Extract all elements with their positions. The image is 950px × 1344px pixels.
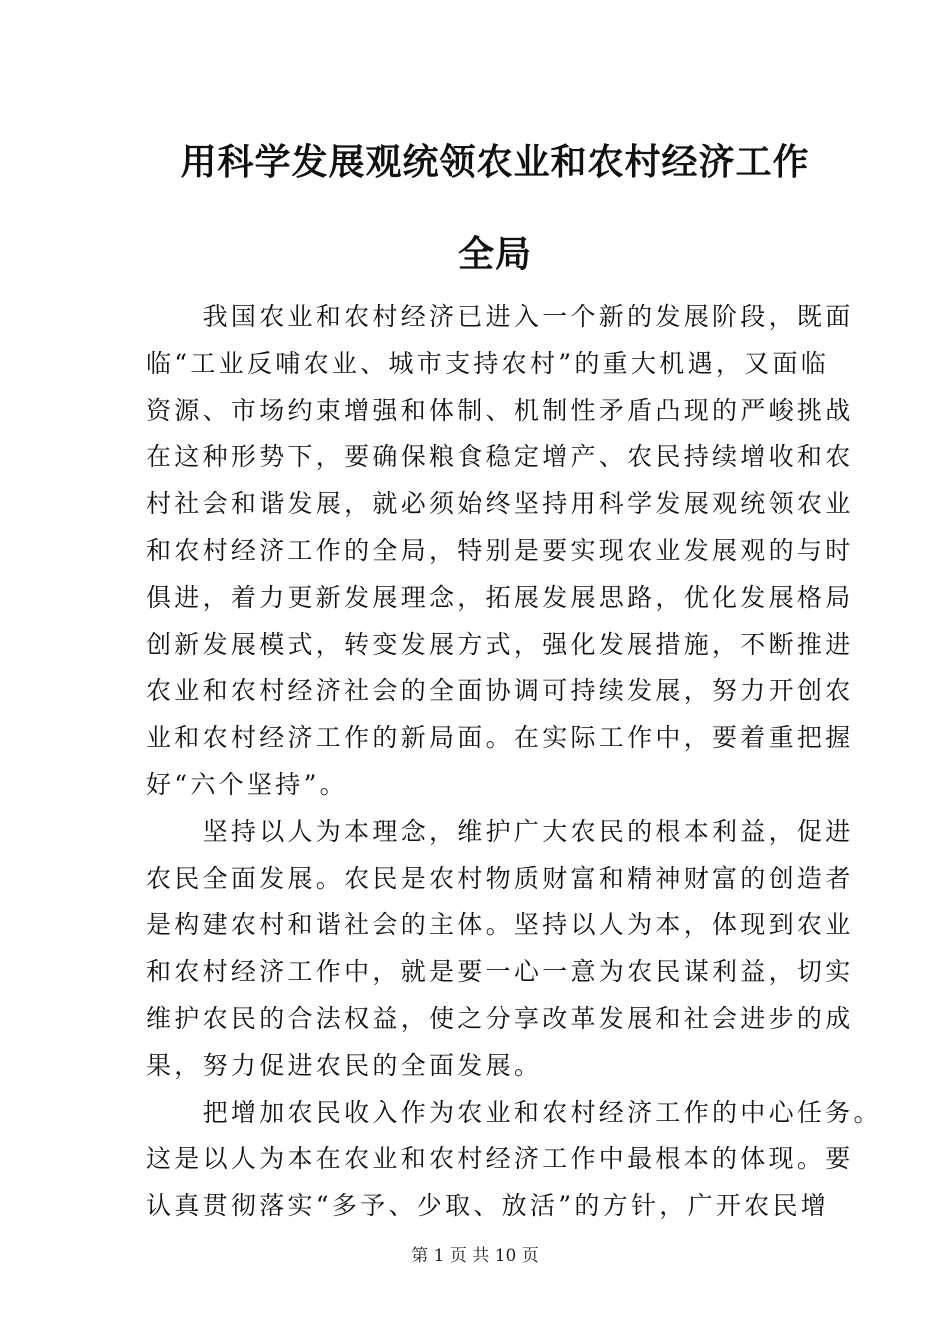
text-line: 在这种形势下，要确保粮食稳定增产、农民持续增收和农 bbox=[146, 442, 854, 472]
text-line: 和农村经济工作的全局，特别是要实现农业发展观的与时 bbox=[146, 535, 854, 565]
text-line: 俱进，着力更新发展理念，拓展发展思路，优化发展格局 bbox=[146, 582, 854, 612]
paragraph-2 bbox=[146, 809, 854, 1090]
text-line: 资源、市场约束增强和体制、机制性矛盾凸现的严峻挑战 bbox=[146, 395, 854, 425]
text-line: 创新发展模式，转变发展方式，强化发展措施，不断推进 bbox=[146, 629, 854, 659]
text-line: 农业和农村经济社会的全面协调可持续发展，努力开创农 bbox=[146, 676, 854, 706]
text-line: 坚持以人为本理念，维护广大农民的根本利益，促进 bbox=[146, 816, 854, 846]
text-line: 好“六个坚持”。 bbox=[146, 769, 348, 799]
document-body bbox=[146, 294, 882, 1230]
document-title-line-2: 全局 bbox=[457, 233, 532, 275]
page-footer: 第 1 页 共 10 页 bbox=[411, 1246, 539, 1266]
document-title-line-1: 用科学发展观统领农业和农村经济工作 bbox=[180, 141, 810, 183]
paragraph-1 bbox=[146, 294, 854, 809]
text-line: 业和农村经济工作的新局面。在实际工作中，要着重把握 bbox=[146, 723, 854, 753]
text-line: 我国农业和农村经济已进入一个新的发展阶段，既面 bbox=[146, 302, 854, 331]
text-line: 认真贯彻落实“多予、少取、放活”的方针，广开农民增 bbox=[146, 1191, 830, 1221]
text-line: 和农村经济工作中，就是要一心一意为农民谋利益，切实 bbox=[146, 957, 854, 987]
text-line: 果，努力促进农民的全面发展。 bbox=[146, 1050, 543, 1080]
text-line: 这是以人为本在农业和农村经济工作中最根本的体现。要 bbox=[146, 1144, 854, 1174]
text-line: 维护农民的合法权益，使之分享改革发展和社会进步的成 bbox=[146, 1003, 854, 1033]
text-line: 把增加农民收入作为农业和农村经济工作的中心任务。 bbox=[146, 1097, 882, 1127]
text-line: 临“工业反哺农业、城市支持农村”的重大机遇，又面临 bbox=[146, 348, 830, 378]
text-line: 农民全面发展。农民是农村物质财富和精神财富的创造者 bbox=[146, 863, 854, 893]
paragraph-3 bbox=[146, 1090, 882, 1230]
text-line: 是构建农村和谐社会的主体。坚持以人为本，体现到农业 bbox=[146, 910, 854, 940]
text-line: 村社会和谐发展，就必须始终坚持用科学发展观统领农业 bbox=[146, 489, 854, 519]
